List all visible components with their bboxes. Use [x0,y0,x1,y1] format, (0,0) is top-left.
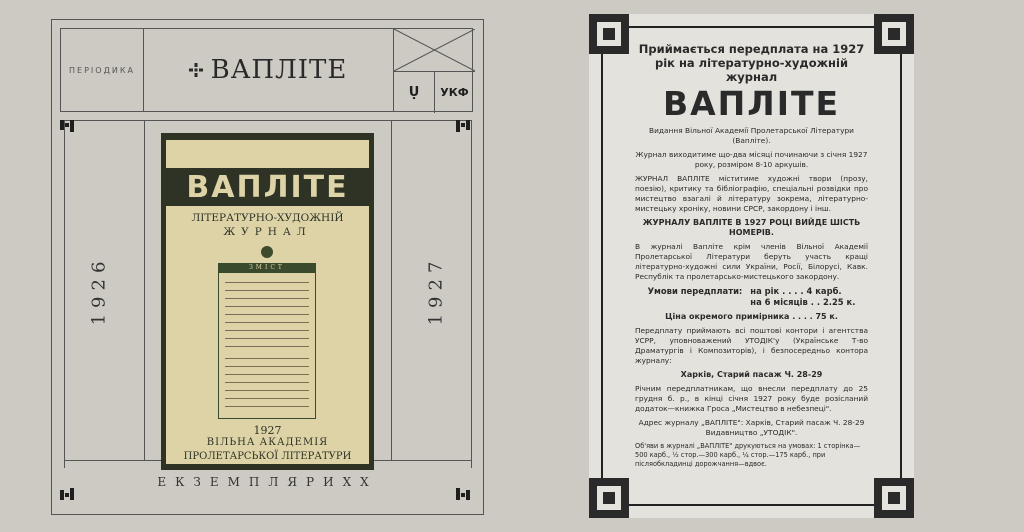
ad-paragraph: Річним передплатникам, що внесли передплату до 25 грудня б. р., в кінці січня 1927 року буде розісланий додаток—книжка Гроса „Мистецтво в небезпеці". [635,384,868,413]
divider [144,120,145,460]
conditions-label: Умови передплати: [647,286,743,296]
corner-ornament-icon [874,14,914,54]
table-of-contents [218,263,316,419]
pixel-ornament-icon [456,488,470,502]
ad-paragraph: Адрес журналу „ВАПЛІТЕ": Харків, Старий пасаж Ч. 28-29 Видавництво „УТОДІК". [638,418,865,437]
cover-publisher-line2: ПРОЛЕТАРСЬКОЇ ЛІТЕРАТУРИ [183,451,352,462]
pixel-ornament-icon [456,120,470,134]
cover-publisher: ВІЛЬНА АКАДЕМІЯ [206,437,329,448]
ornament-icon [189,63,203,77]
ad-paragraph: В журналі Вапліте крім членів Вільної Академії Пролетарської Літератури беруть участь кращі літературно-художні сили України, Росії, Білорусі, Кавк. Республік та пролетарсько-мистецького закордону. [635,242,868,281]
ad-paragraph: Журнал виходитиме що-два місяці починаючи з січня 1927 року, розміром 8-10 аркушів. [635,150,868,169]
cover-subtitle-journal: ЖУРНАЛ [223,226,312,238]
divider [391,120,392,460]
price-6-months: на 6 місяців . . 2.25 к. [750,297,856,307]
divider [471,120,472,468]
ad-paragraph-bold: ЖУРНАЛУ ВАПЛІТЕ В 1927 РОЦІ ВИЙДЕ ШІСТЬ НОМЕРІВ. [642,218,861,237]
magazine-cover [161,133,374,470]
ad-paragraph: ЖУРНАЛ ВАПЛІТЕ міститиме художні твори (прозу, поезію), критику та бібліографію, спеціальні розвідки про мистецтво взагалі й літературу зокрема, літературно-мистецьку хроніку, новини СРСР, закордону і інш. [635,174,868,213]
cover-paper [166,140,369,464]
section-label: ПЕРІОДИКА [61,29,144,111]
divider [64,120,472,121]
ad-address: Харків, Старий пасаж Ч. 28-29 [680,370,823,379]
price-year: на рік . . . . 4 карб. [750,286,842,296]
toc-header: ЗМІСТ [219,264,315,273]
logo-icon-right: УКФ [440,85,469,99]
corner-ornament-icon [589,478,629,518]
subscription-conditions [635,286,868,308]
copies-label: ЕКЗЕМПЛЯРИХХ [157,475,378,489]
divider [64,120,65,468]
ad-text [635,42,868,473]
logo-cell [393,29,475,111]
cover-year: 1927 [253,424,282,437]
ad-heading: Приймається передплата на 1927 рік на літературно-художній журнал [638,42,865,84]
header-title-cell [143,29,393,111]
header-table [60,28,473,112]
year-right: 1927 [425,255,447,326]
pixel-ornament-icon [60,120,74,134]
cover-title: ВАПЛІТЕ [186,169,349,205]
ad-footer: Об'яви в журналі „ВАПЛІТЕ" друкуються на умовах: 1 сторінка—500 карб., ½ стор.—300 карб., ¼ стор.—175 карб., при післяобкладинці дорожчання—вдвоє. [635,442,861,468]
corner-ornament-icon [589,14,629,54]
cover-title-band [166,168,369,206]
ad-paragraph: Передплату приймають всі поштові контори і агентства УСРР, уповноважений УТОДІК'у (Українське Т-во Драматургів і Композиторів), і безпосередньо контора журналу: [635,326,868,365]
price-single: Ціна окремого примірника . . . . 75 к. [665,312,838,321]
left-panel [51,19,484,515]
pixel-ornament-icon [60,488,74,502]
cross-box [394,29,475,72]
header-title: ВАПЛІТЕ [210,55,348,85]
cover-subtitle: ЛІТЕРАТУРНО-ХУДОЖНІЙ [191,212,344,224]
year-left: 1926 [88,255,110,326]
ad-title: ВАПЛІТЕ [662,84,841,123]
seal-icon [261,246,273,258]
logo-icon-left: Ụ [394,71,435,113]
newspaper-ad [589,14,914,518]
ad-paragraph: Видання Вільної Академії Пролетарської Літератури (Вапліте). [649,126,854,145]
corner-ornament-icon [874,478,914,518]
